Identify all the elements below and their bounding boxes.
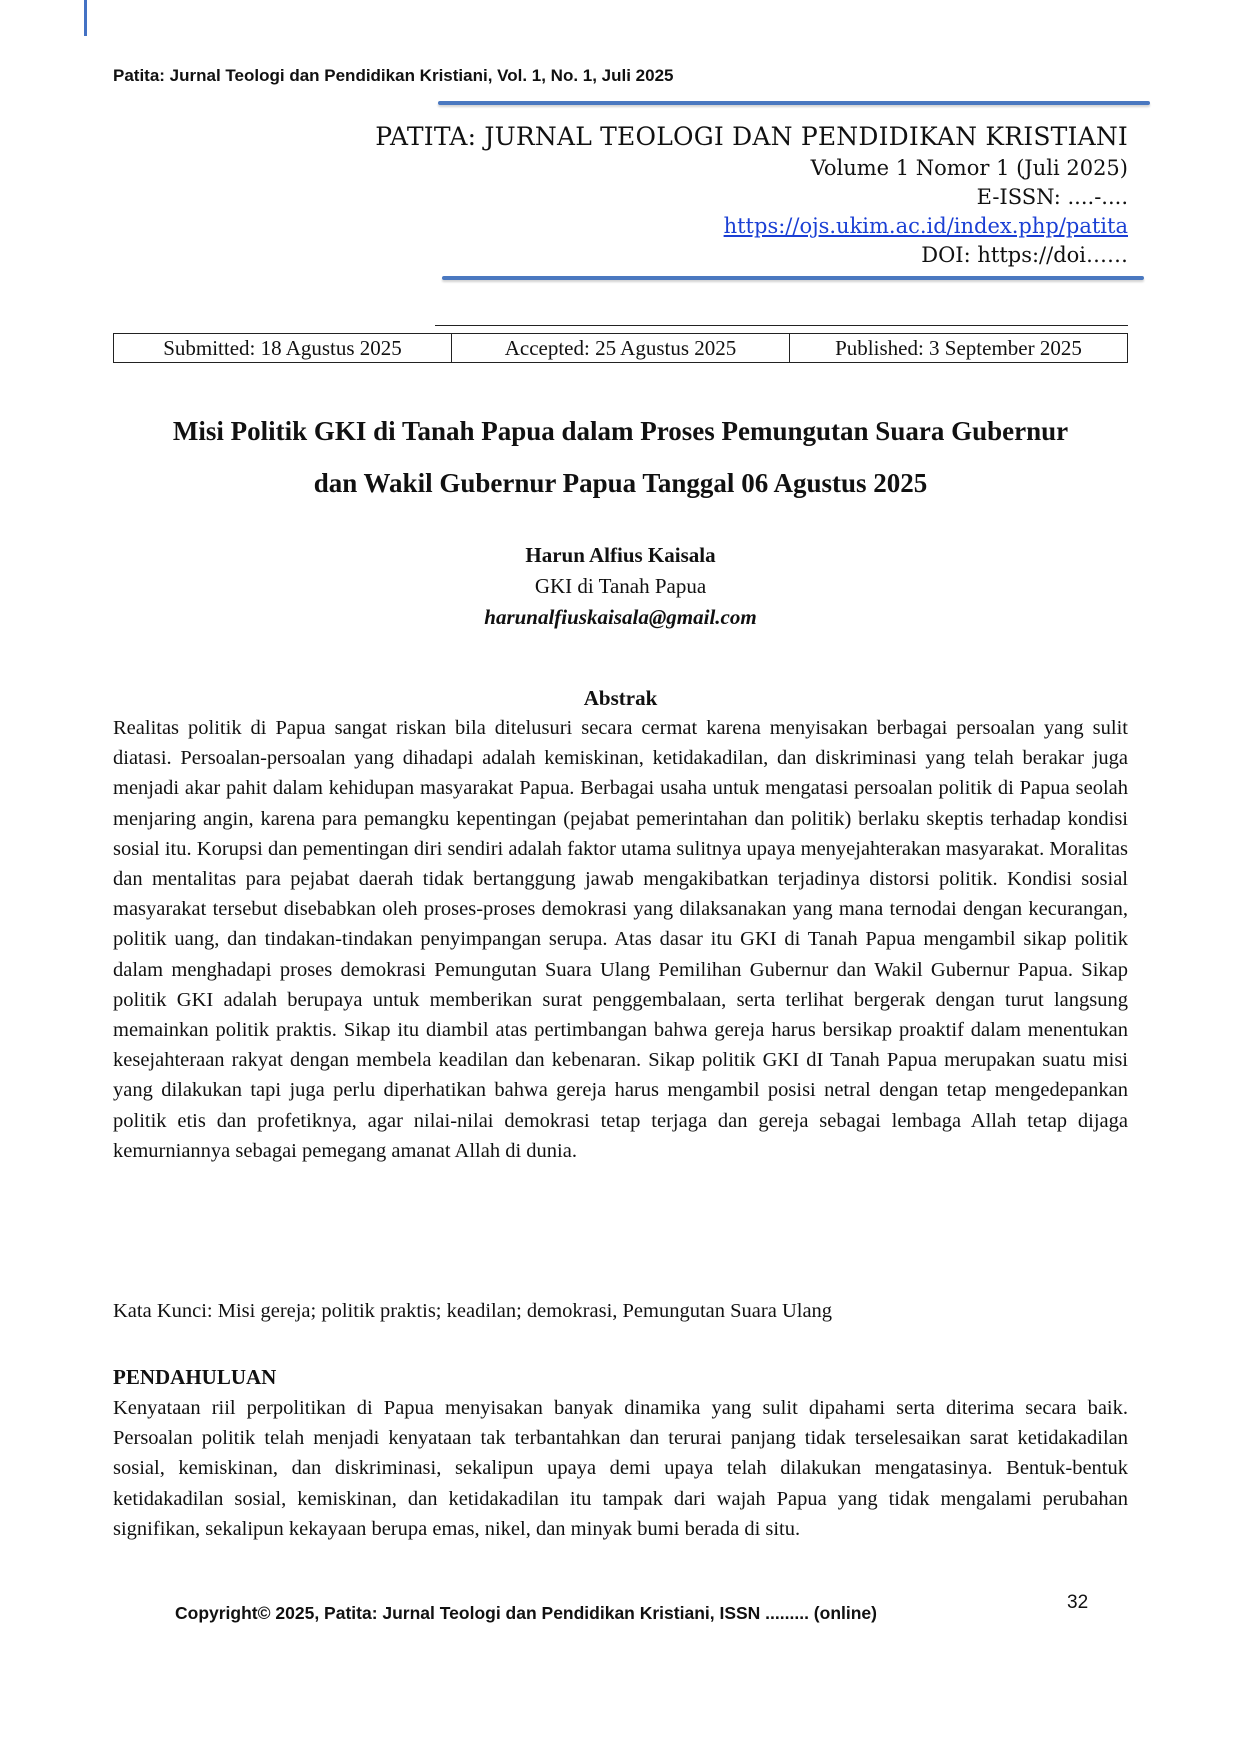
abstract-text: Realitas politik di Papua sangat riskan bila ditelusuri secara cermat karena menyisakan berbagai persoalan yang sulit diatasi. Persoalan-persoalan yang dihadapi adalah kemiskinan, ketidakadilan, dan diskriminasi yang telah berakar juga menjadi akar pahit dalam kehidupan masyarakat Papua. Berbagai usaha untuk mengatasi persoalan politik di Papua seolah menjaring angin, karena para pemangku kepentingan (pejabat pemerintahan dan politik) berlaku skeptis terhadap kondisi sosial itu. Korupsi dan pementingan diri sendiri adalah faktor utama sulitnya upaya menyejahterakan masyarakat. Moralitas dan mentalitas para pejabat daerah tidak bertanggung jawab mengakibatkan terjadinya distorsi politik. Kondisi sosial masyarakat tersebut disebabkan oleh proses-proses demokrasi yang dilaksanakan yang mana ternodai dengan kecurangan, politik uang, dan tindakan-tindakan penyimpangan serupa. Atas dasar itu GKI di Tanah Papua mengambil sikap politik dalam menghadapi proses demokrasi Pemungutan Suara Ulang Pemilihan Gubernur dan Wakil Gubernur Papua. Sikap politik GKI adalah berupaya untuk memberikan surat penggembalaan, serta terlihat bergerak dengan turut langsung memainkan politik praktis. Sikap itu diambil atas pertimbangan bahwa gereja harus bersikap proaktif dalam menentukan kesejahteraan rakyat dengan membela keadilan dan kebenaran. Sikap politik GKI dI Tanah Papua merupakan suatu misi yang dilakukan tapi juga perlu diperhatikan bahwa gereja harus mengambil posisi netral dengan tetap mengedepankan politik etis dan profetiknya, agar nilai-nilai demokrasi tetap terjaga dan gereja sebagai lembaga Allah tetap dijaga kemurniannya sebagai pemegang amanat Allah di dunia. xyxy=(113,717,1128,1162)
article-title-line-1: Misi Politik GKI di Tanah Papua dalam Proses Pemungutan Suara Gubernur xyxy=(172,416,1069,446)
submission-dates-table xyxy=(113,333,1128,363)
introduction-text: Kenyataan riil perpolitikan di Papua menyisakan banyak dinamika yang sulit dipahami serta diterima secara baik. Persoalan politik telah menjadi kenyataan tak terbantahkan dan terurai panjang tidak terselesaikan sarat ketidakadilan sosial, kemiskinan, dan diskriminasi, sekalipun upaya demi upaya telah dilakukan mengatasinya. Bentuk-bentuk ketidakadilan sosial, kemiskinan, dan ketidakadilan itu tampak dari wajah Papua yang tidak mengalami perubahan signifikan, sekalipun kekayaan berupa emas, nikel, dan minyak bumi berada di situ. xyxy=(113,1397,1128,1540)
published-date: Published: 3 September 2025 xyxy=(789,334,1127,362)
page-number: 32 xyxy=(1067,1592,1089,1613)
separator-line xyxy=(435,325,1128,326)
introduction-heading: PENDAHULUAN xyxy=(113,1365,277,1389)
journal-eissn: E-ISSN: ....-.... xyxy=(976,185,1128,209)
accepted-date: Accepted: 25 Agustus 2025 xyxy=(451,334,789,362)
author-name: Harun Alfius Kaisala xyxy=(525,543,716,567)
article-title xyxy=(113,405,1128,509)
author-email: harunalfiuskaisala@gmail.com xyxy=(484,605,757,629)
journal-doi: DOI: https://doi…… xyxy=(921,243,1128,267)
running-head: Patita: Jurnal Teologi dan Pendidikan Kristiani, Vol. 1, No. 1, Juli 2025 xyxy=(113,66,674,85)
header-rule-top xyxy=(438,101,1150,105)
header-rule-bottom xyxy=(442,276,1144,280)
copyright-footer: Copyright© 2025, Patita: Jurnal Teologi dan Pendidikan Kristiani, ISSN ......... (online) xyxy=(175,1603,877,1623)
author-block xyxy=(113,540,1128,633)
author-affiliation: GKI di Tanah Papua xyxy=(534,574,707,598)
journal-url-link[interactable]: https://ojs.ukim.ac.id/index.php/patita xyxy=(723,214,1128,238)
submitted-date: Submitted: 18 Agustus 2025 xyxy=(163,335,402,360)
article-title-line-2: dan Wakil Gubernur Papua Tanggal 06 Agustus 2025 xyxy=(313,468,928,498)
journal-volume: Volume 1 Nomor 1 (Juli 2025) xyxy=(810,156,1128,180)
keywords: Kata Kunci: Misi gereja; politik praktis; keadilan; demokrasi, Pemungutan Suara Ulang xyxy=(113,1300,833,1322)
journal-info-block xyxy=(375,120,1128,270)
abstract-heading: Abstrak xyxy=(583,686,658,710)
journal-name: PATITA: JURNAL TEOLOGI DAN PENDIDIKAN KRISTIANI xyxy=(375,122,1128,151)
left-margin-marker xyxy=(84,0,87,36)
